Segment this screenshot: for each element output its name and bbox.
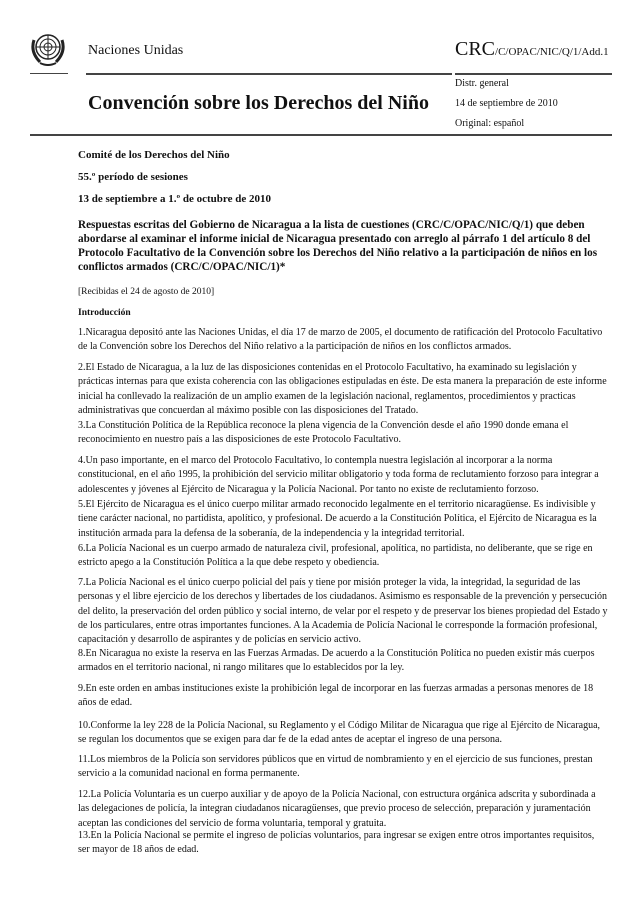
distribution: Distr. general — [455, 78, 509, 89]
organization-name: Naciones Unidas — [88, 43, 184, 58]
paragraph-1: 1.Nicaragua depositó ante las Naciones Unidas, el día 17 de marzo de 2005, el documento de ratificación del Protocolo Facultativo de la Convención sobre los Derechos del Niño relativo a la participación de niños en los conflictos armados. — [78, 327, 603, 353]
symbol-prefix: CRC — [455, 38, 496, 60]
divider — [86, 73, 452, 75]
symbol-suffix: /C/OPAC/NIC/Q/1/Add.1 — [495, 46, 609, 58]
paragraph-12: 12.La Policía Voluntaria es un cuerpo auxiliar y de apoyo de la Policía Nacional, con estructura orgánica adscrita y subordinada a las delegaciones de policía, la integran ciudadanos nicaragüenses, que previo proceso de selección, preparación y juramentación aceptan las condiciones del servicio de forma voluntaria, temporal y gratuita. — [78, 789, 596, 829]
divider — [30, 73, 68, 74]
intro-heading: Introducción — [78, 308, 131, 318]
paragraph-4: 4.Un paso importante, en el marco del Protocolo Facultativo, lo contempla nuestra legislación al incorporar a la norma constitucional, en el año 1995, la prohibición del servicio militar obligatorio y toda forma de reclutamiento forzoso para integrar a adolescentes y jóvenes al Ejército de Nicaragua y la Policía Nacional. Por tanto no existe de reclutamiento forzoso. — [78, 455, 599, 495]
document-date: 14 de septiembre de 2010 — [455, 98, 558, 109]
divider — [455, 73, 612, 75]
paragraph-8: 8.En Nicaragua no existe la reserva en las Fuerzas Armadas. De acuerdo a la Constitución Política no pueden existir más cuerpos armados en el territorio nacional, ni rango militares que lo establecidos por la ley. — [78, 648, 595, 674]
paragraph-5: 5.El Ejército de Nicaragua es el único cuerpo militar armado reconocido legalmente en el territorio nicaragüense. Es indivisible y tiene carácter nacional, no partidista, apolítico, y profesional. De acuerdo a la Constitución Política, el Ejército de Nicaragua es la institución armada para la defensa de la soberanía, de la independencia y la integridad territorial. — [78, 499, 597, 539]
paragraph-10: 10.Conforme la ley 228 de la Policía Nacional, su Reglamento y el Código Militar de Nicaragua que rige al Ejército de Nicaragua, se regulan los documentos que se exigen para dar fe de la edad antes de aceptar el ingreso de una persona. — [78, 720, 601, 746]
document-heading: Respuestas escritas del Gobierno de Nicaragua a la lista de cuestiones (CRC/C/OPAC/NIC/Q/1) que deben abordarse al examinar el informe inicial de Nicaragua presentado con arreglo al párrafo 1 del artículo 8 del Protocolo Facultativo de la Convención sobre los Derechos del Niño relativo a la participación de niños en los conflictos armados (CRC/C/OPAC/NIC/1)* — [78, 219, 598, 273]
original-language: Original: español — [455, 118, 525, 129]
paragraph-9: 9.En este orden en ambas instituciones existe la prohibición legal de incorporar en las fuerzas armadas a personas menores de 18 años de edad. — [78, 683, 594, 709]
paragraph-11: 11.Los miembros de la Policía son servidores públicos que en virtud de nombramiento y en el ejercicio de sus funciones, prestan servicio a la comunidad nacional en forma permanente. — [78, 754, 593, 780]
paragraph-6: 6.La Policía Nacional es un cuerpo armado de naturaleza civil, profesional, apolítica, no partidista, no deliberante, que se rige en estricto apego a la Constitución Política a la que debe respeto y obediencia. — [78, 543, 593, 569]
session-dates: 13 de septiembre a 1.º de octubre de 2010 — [78, 193, 271, 205]
received-date: [Recibidas el 24 de agosto de 2010] — [78, 287, 215, 297]
paragraph-3: 3.La Constitución Política de la República reconoce la plena vigencia de la Convención desde el año 1990 donde emana el reconocimiento en nuestro país a las disposiciones de este Protocolo Facultativo. — [78, 420, 569, 446]
paragraph-13: 13.En la Policía Nacional se permite el ingreso de policías voluntarios, para ingresar se exigen entre otros importantes requisitos, ser mayor de 18 años de edad. — [78, 830, 595, 856]
page-title: Convención sobre los Derechos del Niño — [88, 92, 429, 114]
divider — [30, 134, 612, 136]
paragraph-2: 2.El Estado de Nicaragua, a la luz de las disposiciones contenidas en el Protocolo Facultativo, ha examinado su legislación y prácticas internas para que exista coherencia con las obligaciones estipuladas en éste. De esta manera la preparación de este informe inicial ha conllevado la realización de un amplio examen de la legislación nacional, reglamentos, procedimientos y practicas administrativas que concuerdan al máximo posible con las disposiciones del Tratado. — [78, 362, 607, 416]
un-emblem-logo — [30, 30, 66, 68]
document-symbol — [455, 38, 609, 61]
paragraph-7: 7.La Policía Nacional es el único cuerpo policial del país y tiene por misión proteger la vida, la integridad, la seguridad de las personas y el libre ejercicio de los derechos y libertades de los ciudadanos. Asimismo es responsable de la prevención y persecución del delito, la preservación del orden público y social interno, de velar por el respeto y de preservar los bienes propiedad del Estado y de los particulares, entre otras importantes funciones. A la Academia de Policía Nacional le corresponde la formación profesional, capacitación y desarrollo de aspirantes y de policías en servicio activo. — [78, 577, 608, 646]
session: 55.º período de sesiones — [78, 171, 188, 183]
committee: Comité de los Derechos del Niño — [78, 149, 230, 161]
